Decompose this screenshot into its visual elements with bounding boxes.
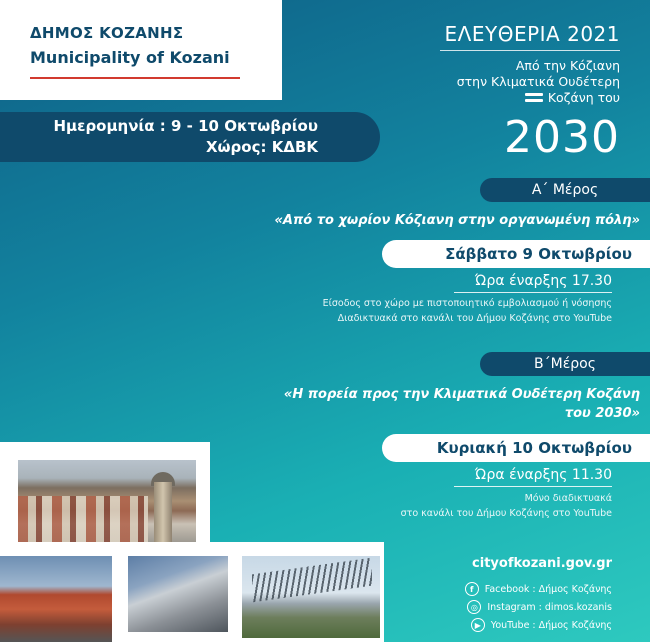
event-year: 2030 [504,112,620,163]
youtube-icon: ▶ [471,618,485,632]
org-name-greek: ΔΗΜΟΣ ΚΟΖΑΝΗΣ [30,24,184,42]
part-b-note-line-2: στο κανάλι του Δήμου Κοζάνης στο YouTube [400,508,612,519]
part-b-topic-line-2: του 2030» [564,406,640,421]
building-photo-1 [0,556,112,642]
part-a-day: Σάββατο 9 Οκτωβρίου [382,240,650,268]
part-b-note-line-1: Μόνο διαδικτυακά [524,493,612,504]
part-a-note-line-2: Διαδικτυακά στο κανάλι του Δήμου Κοζάνης στο YouTube [337,313,612,324]
town-aerial-photo [18,460,196,542]
part-b-time: Ώρα έναρξης 11.30 [474,467,612,483]
instagram-icon: ◎ [467,600,481,614]
church-tower [154,482,172,542]
youtube-label: YouTube : Δήμος Κοζάνης [490,619,612,631]
building-photo-3 [242,556,380,638]
subtitle-line-1: Από την Κόζιανη [515,58,620,73]
subtitle-line-3 [525,90,620,106]
part-a-note [232,296,612,326]
instagram-link[interactable] [467,600,612,614]
instagram-label: Instagram : dimos.kozanis [487,601,612,613]
date-venue-banner [0,112,380,162]
title-divider [440,50,620,51]
subtitle-line-3-text: Κοζάνη του [547,90,620,105]
building-canopy [252,558,372,603]
facebook-icon: f [465,582,479,596]
part-b-label: Β΄Μέρος [480,352,650,376]
building-photo-2 [128,556,228,632]
event-title: ΕΛΕΥΘΕΡΙΑ 2021 [444,22,620,46]
event-venue: Χώρος: ΚΔΒΚ [205,138,318,156]
event-subtitle [360,58,620,107]
event-date: Ημερομηνία : 9 - 10 Οκτωβρίου [53,117,318,135]
org-underline [30,77,240,79]
part-b-note [312,491,612,521]
part-b-topic-line-1: «Η πορεία προς την Κλιματικά Ουδέτερη Κοζάνη [283,387,640,402]
website-link[interactable]: cityofkozani.gov.gr [472,556,612,571]
part-a-note-line-1: Είσοδος στο χώρο με πιστοποιητικό εμβολιασμού ή νόσησης [322,298,612,309]
equals-logo-icon [525,93,543,103]
org-name-english: Municipality of Kozani [30,48,230,67]
facebook-label: Facebook : Δήμος Κοζάνης [484,583,612,595]
youtube-link[interactable] [471,618,612,632]
part-b-topic [240,385,640,423]
part-b-day: Κυριακή 10 Οκτωβρίου [382,434,650,462]
part-a-label: Α΄ Μέρος [480,178,650,202]
part-b-time-underline [454,486,612,487]
part-a-time: Ώρα έναρξης 17.30 [474,273,612,289]
facebook-link[interactable] [465,582,612,596]
part-a-topic: «Από το χωρίον Κόζιανη στην οργανωμένη πόλη» [274,213,640,228]
part-a-time-underline [454,292,612,293]
town-roofs [18,496,148,542]
subtitle-line-2: στην Κλιματικά Ουδέτερη [456,74,620,89]
